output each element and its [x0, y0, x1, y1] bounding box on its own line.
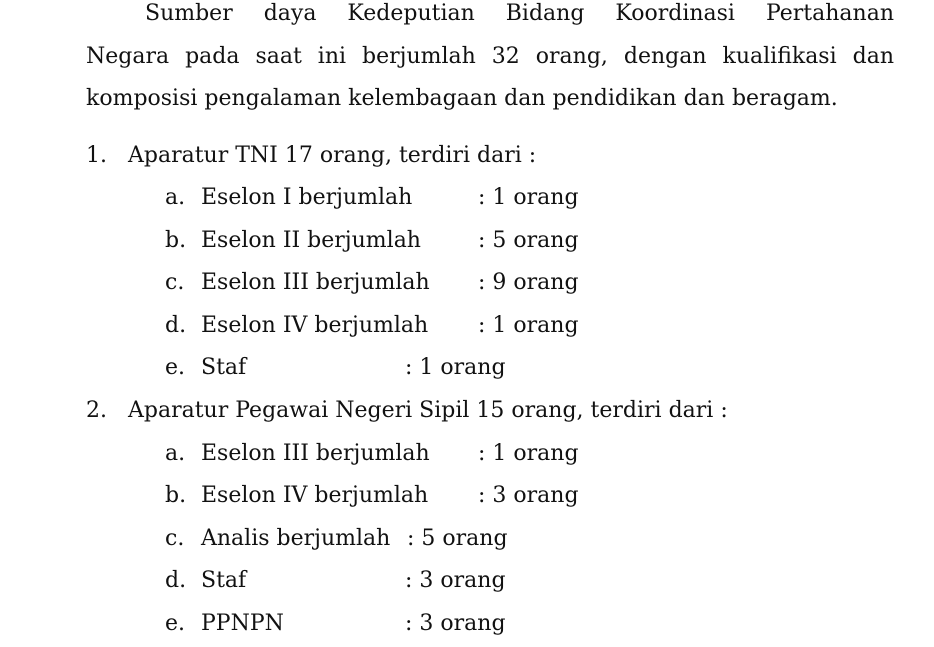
sub-item-value: : 1 orang — [405, 355, 506, 380]
sub-item-label: PPNPN — [201, 611, 284, 636]
sub-item-value: : 3 orang — [478, 483, 579, 508]
list-heading-text: Aparatur TNI 17 orang, terdiri dari : — [128, 143, 537, 168]
list-number: 2. — [86, 398, 107, 423]
sub-item — [165, 441, 579, 466]
list-heading-text: Aparatur Pegawai Negeri Sipil 15 orang, terdiri dari : — [128, 398, 728, 423]
sub-item-letter: c. — [165, 526, 185, 551]
sub-item-value: : 9 orang — [478, 270, 579, 295]
sub-item — [165, 355, 506, 380]
sub-item-letter: b. — [165, 228, 187, 253]
sub-item-letter: a. — [165, 185, 186, 210]
sub-item — [165, 483, 579, 508]
sub-item — [165, 228, 579, 253]
sub-item-label: Eselon I berjumlah — [201, 185, 413, 210]
sub-item-label: Eselon IV berjumlah — [201, 483, 429, 508]
sub-item — [165, 270, 579, 295]
intro-line-3: komposisi pengalaman kelembagaan dan pendidikan dan beragam. — [86, 86, 838, 111]
sub-item-value: : 3 orang — [405, 568, 506, 593]
sub-item-label: Eselon IV berjumlah — [201, 313, 429, 338]
sub-item-letter: d. — [165, 568, 187, 593]
sub-item-label: Staf — [201, 568, 247, 593]
sub-item — [165, 568, 506, 593]
sub-item-label: Staf — [201, 355, 247, 380]
list-number: 1. — [86, 143, 107, 168]
sub-item — [165, 611, 506, 636]
sub-item — [165, 526, 508, 551]
sub-item-label: Eselon III berjumlah — [201, 441, 430, 466]
list-item-heading — [86, 398, 728, 423]
sub-item-label: Eselon II berjumlah — [201, 228, 421, 253]
sub-item-value: : 1 orang — [478, 441, 579, 466]
sub-item-value: : 5 orang — [407, 526, 508, 551]
sub-item-letter: b. — [165, 483, 187, 508]
sub-item-value: : 1 orang — [478, 185, 579, 210]
sub-item — [165, 313, 579, 338]
intro-line-1: Sumber daya Kedeputian Bidang Koordinasi Pertahanan — [145, 1, 894, 26]
sub-item-value: : 5 orang — [478, 228, 579, 253]
sub-item-value: : 3 orang — [405, 611, 506, 636]
sub-item-letter: e. — [165, 611, 186, 636]
intro-line-2: Negara pada saat ini berjumlah 32 orang, dengan kualifikasi dan — [86, 44, 894, 69]
sub-item-letter: d. — [165, 313, 187, 338]
sub-item-letter: c. — [165, 270, 185, 295]
sub-item-value: : 1 orang — [478, 313, 579, 338]
sub-item-label: Eselon III berjumlah — [201, 270, 430, 295]
sub-item-letter: e. — [165, 355, 186, 380]
sub-item-label: Analis berjumlah — [201, 526, 391, 551]
list-item-heading — [86, 143, 536, 168]
sub-item — [165, 185, 579, 210]
sub-item-letter: a. — [165, 441, 186, 466]
